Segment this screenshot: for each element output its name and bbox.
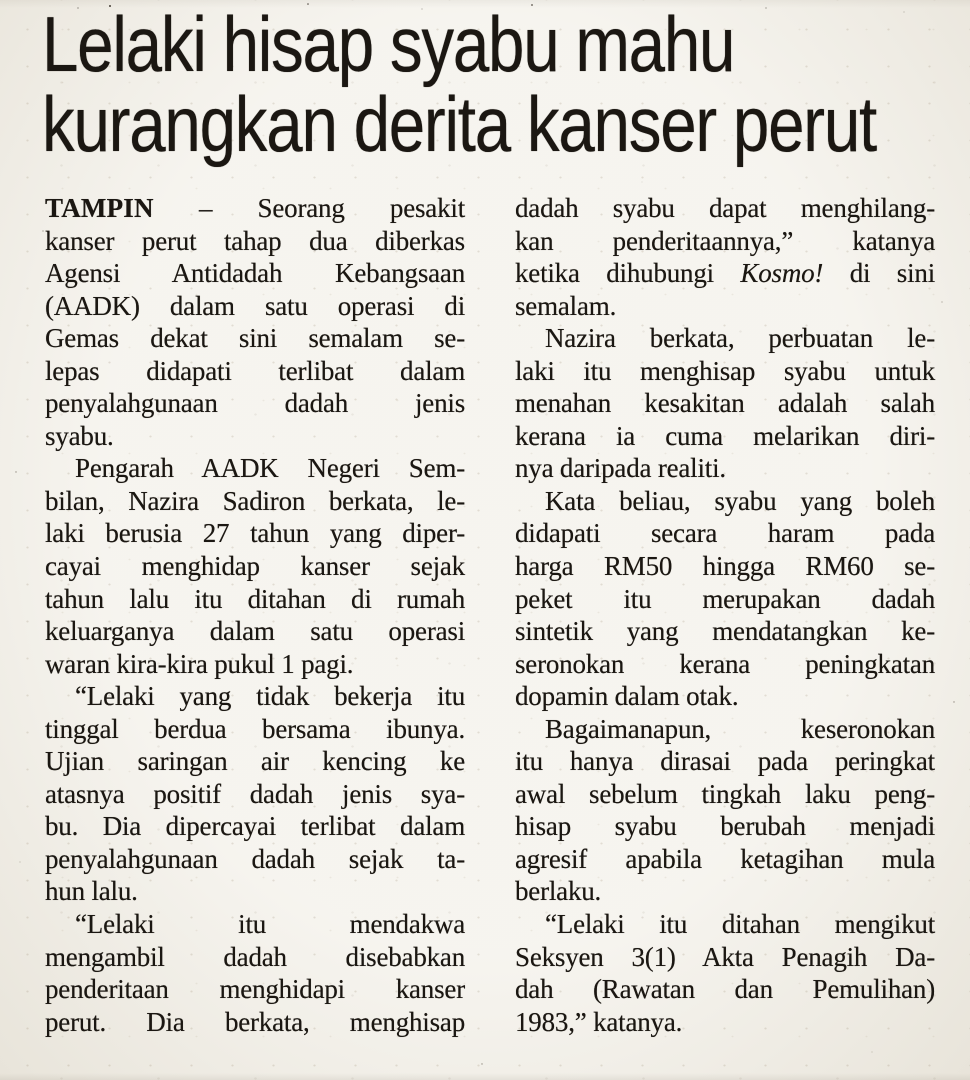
article-line: “Lelaki itu mendakwa [75,909,465,940]
headline-line-1: Lelaki hisap syabu mahu [42,0,735,88]
article-line: hisap syabu berubah menjadi [515,811,935,842]
article-line: “Lelaki itu ditahan mengikut [545,909,935,940]
article-line: semalam. [515,290,617,321]
article-line: ketika dihubungi Kosmo! di sini [515,258,935,289]
article-headline [42,0,876,168]
article-line: menahan kesakitan adalah salah [515,388,935,419]
article-line: penyalahgunaan dadah sejak ta- [45,843,465,874]
article-line: dopamin dalam otak. [515,681,739,712]
article-line: “Lelaki yang tidak bekerja itu [75,681,465,712]
article-line: Ujian saringan air kencing ke [45,746,465,777]
article-line: awal sebelum tingkah laku peng- [515,778,935,809]
article-line: TAMPIN – Seorang pesakit [45,193,465,223]
article-line: kanser perut tahap dua diberkas [45,225,465,256]
article-line: Kata beliau, syabu yang boleh [545,485,935,516]
article-line: cayai menghidap kanser sejak [45,551,465,582]
article-line: itu hanya dirasai pada peringkat [515,746,935,777]
article-line: Seksyen 3(1) Akta Penagih Da- [515,941,935,972]
article-line: perut. Dia berkata, menghisap [45,1006,465,1037]
article-line: atasnya positif dadah jenis sya- [45,778,465,809]
article-line: penderitaan menghidapi kanser [45,974,465,1005]
article-line: tinggal berdua bersama ibunya. [45,713,465,744]
article-line: laki itu menghisap syabu untuk [515,355,935,386]
article-line: mengambil dadah disebabkan [45,941,465,972]
article-line: lepas didapati terlibat dalam [45,355,465,386]
article-line: bu. Dia dipercayai terlibat dalam [45,811,465,842]
article-line: tahun lalu itu ditahan di rumah [45,583,465,614]
article-line: waran kira-kira pukul 1 pagi. [45,648,354,679]
headline-line-2: kurangkan derita kanser perut [42,80,876,168]
article-line: berlaku. [515,876,602,907]
article-line: keluarganya dalam satu operasi [45,616,465,647]
article-line: peket itu merupakan dadah [515,583,935,614]
article-line: syabu. [45,420,114,451]
article-column-1 [45,192,465,1038]
article-line: sintetik yang mendatangkan ke- [515,616,935,647]
article-line: Nazira berkata, perbuatan le- [545,323,935,354]
article-line: Gemas dekat sini semalam se- [45,323,465,354]
article-line: bilan, Nazira Sadiron berkata, le- [45,485,465,516]
article-line: dah (Rawatan dan Pemulihan) [515,974,935,1005]
article-column-2 [515,192,935,1038]
article-line: Agensi Antidadah Kebangsaan [45,258,465,289]
article-line: 1983,” katanya. [515,1006,683,1037]
article-line: kan penderitaannya,” katanya [515,225,935,256]
article-line: laki berusia 27 tahun yang diper- [45,518,465,549]
article-line: Pengarah AADK Negeri Sem- [75,453,465,484]
article-line: penyalahgunaan dadah jenis [45,388,465,419]
article-line: dadah syabu dapat menghilang- [515,193,935,223]
article-line: didapati secara haram pada [515,518,935,549]
article-line: kerana ia cuma melarikan diri- [515,420,935,451]
article-line: hun lalu. [45,876,138,907]
article-line: seronokan kerana peningkatan [515,648,935,679]
article-line: (AADK) dalam satu operasi di [45,290,465,321]
article-line: Bagaimanapun, keseronokan [545,713,935,744]
article-line: nya daripada realiti. [515,453,726,484]
article-line: harga RM50 hingga RM60 se- [515,551,935,582]
article-line: agresif apabila ketagihan mula [515,843,935,874]
